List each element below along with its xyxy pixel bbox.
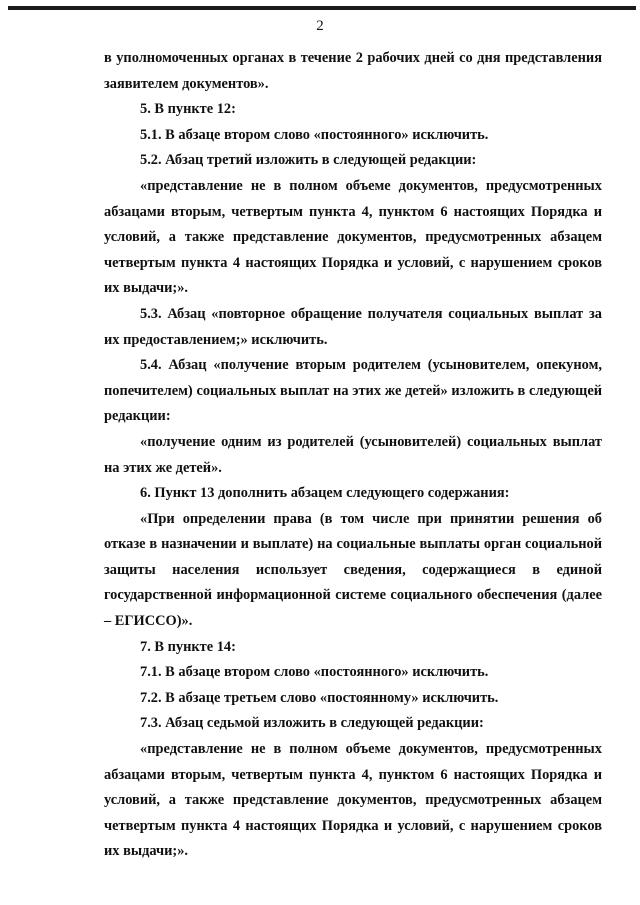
paragraph-quote-5-2: «представление не в полном объеме документов, предусмотренных абзацами вторым, четвертым пункта 4, пунктом 6 настоящих Порядка и условий, а также представление документов, предусмотренных абзацем четвертым пункта 4 настоящих Порядка и условий, с нарушением сроков их выдачи;». <box>104 177 602 297</box>
paragraph-item-5-1: 5.1. В абзаце втором слово «постоянного» исключить. <box>140 126 489 143</box>
paragraph-item-5-4: 5.4. Абзац «получение вторым родителем (усыновителем, опекуном, попечителем) социальных выплат на этих же детей» изложить в следующей редакции: <box>104 357 602 425</box>
document-body <box>104 46 602 865</box>
paragraph-quote-6: «При определении права (в том числе при принятии решения об отказе в назначении и выплате) на социальные выплаты орган социальной защиты населения использует сведения, содержащиеся в единой государственной информационной системе социального обеспечения (далее – ЕГИССО)». <box>104 510 602 630</box>
paragraph-quote-7-3: «представление не в полном объеме документов, предусмотренных абзацами вторым, четвертым пункта 4, пунктом 6 настоящих Порядка и условий, а также представление документов, предусмотренных абзацем четвертым пункта 4 настоящих Порядка и условий, с нарушением сроков их выдачи;». <box>104 741 602 860</box>
paragraph-continuation: в уполномоченных органах в течение 2 рабочих дней со дня представления заявителем документов». <box>104 50 602 92</box>
paragraph-item-5-3: 5.3. Абзац «повторное обращение получателя социальных выплат за их предоставлением;» исключить. <box>104 305 602 348</box>
page-number: 2 <box>316 18 324 34</box>
paragraph-item-7: 7. В пункте 14: <box>140 638 236 655</box>
top-rule <box>8 6 636 10</box>
paragraph-item-6: 6. Пункт 13 дополнить абзацем следующего содержания: <box>140 485 510 502</box>
paragraph-item-7-1: 7.1. В абзаце втором слово «постоянного» исключить. <box>140 664 489 681</box>
paragraph-item-5: 5. В пункте 12: <box>140 101 236 118</box>
paragraph-item-7-2: 7.2. В абзаце третьем слово «постоянному» исключить. <box>140 689 499 706</box>
paragraph-quote-5-4: «получение одним из родителей (усыновителей) социальных выплат на этих же детей». <box>104 433 602 476</box>
paragraph-item-7-3: 7.3. Абзац седьмой изложить в следующей редакции: <box>140 715 484 732</box>
paragraph-item-5-2: 5.2. Абзац третий изложить в следующей редакции: <box>140 152 477 169</box>
